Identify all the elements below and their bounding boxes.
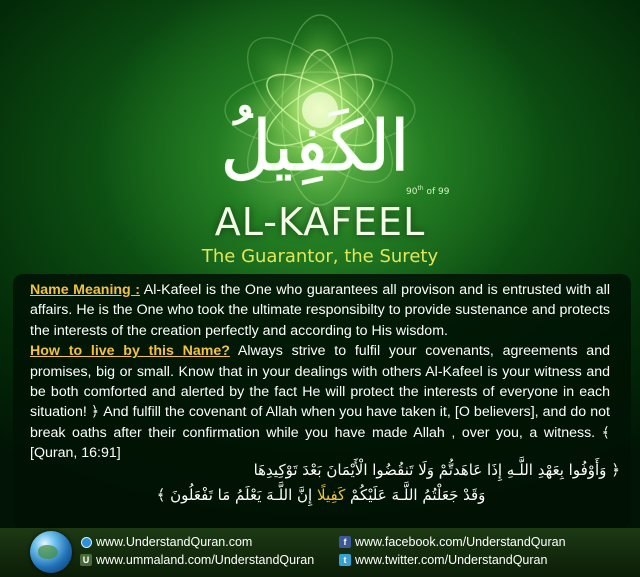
footer-link-website-text: www.UnderstandQuran.com [96, 535, 253, 549]
arabic-highlighted-word: كَفِيلًا [317, 486, 346, 504]
badge-number: 90 [406, 187, 418, 197]
quran-translation: And fulfill the covenant of Allah when you have taken it, [O believers], and do not break oaths after their confirmation while you have made Allah , over you, a witness. [30, 404, 610, 441]
badge-total: of 99 [423, 187, 450, 197]
globe-bullet-icon [80, 536, 92, 548]
badge-suffix: th [417, 185, 424, 192]
name-meaning-label: Name Meaning : [30, 282, 140, 298]
name-title: AL-KAFEEL [214, 200, 426, 244]
arabic-verse-line-2-end: إِنَّ اللَّـهَ يَعْلَمُ مَا تَفْعَلُونَ ﴾ [156, 486, 317, 504]
name-number-badge [406, 185, 449, 197]
arabic-verse-line-1: ﴿ وَأَوْفُوا بِعَهْدِ اللَّـهِ إِذَا عَاهَدتُّمْ وَلَا تَنقُضُوا الْأَيْمَانَ بَعْدَ تَوْكِيدِهَا [253, 461, 620, 479]
ummaland-icon: U [80, 554, 92, 566]
quran-reference: [Quran, 16:91] [30, 445, 121, 462]
facebook-icon: f [339, 536, 351, 548]
calligraphy-al-kafeel [180, 70, 450, 220]
name-meaning-text: Al-Kafeel is the One who guarantees all provison and is entrusted with all affairs. He is the One who took the ultimate responsibilty to provide sustenance and protects the interests of the creation perfectly and according to His wisdom. [30, 282, 610, 339]
footer-link-facebook-text: www.facebook.com/UnderstandQuran [355, 535, 566, 549]
how-to-live-label: How to live by this Name? [30, 343, 230, 360]
footer-link-ummaland[interactable] [80, 553, 314, 567]
footer-link-twitter-text: www.twitter.com/UnderstandQuran [355, 553, 548, 567]
footer-link-twitter[interactable] [339, 553, 547, 567]
arabic-verse-line-2-start: وَقَدْ جَعَلْتُمُ اللَّـهَ عَلَيْكُمْ [345, 486, 486, 504]
arabic-verse-line-2 [20, 486, 622, 504]
footer-link-facebook[interactable] [339, 535, 566, 549]
twitter-icon: t [339, 554, 351, 566]
quote-open-ornament: ﴿ [90, 404, 100, 421]
name-subtitle: The Guarantor, the Surety [201, 246, 439, 267]
how-to-live-text: Always strive to fulfil your covenants, agreements and promises, big or small. Know that in your dealings with others Al-Kafeel is your witness and be both comforted and alerted by the fact He will protect the interests of everyone in each situation! [30, 343, 610, 421]
description-text [30, 280, 610, 464]
calligraphy-text: الكَفِيلُ [220, 105, 410, 187]
footer-link-website[interactable] [80, 535, 252, 549]
globe-icon [30, 531, 72, 573]
footer-link-ummaland-text: www.ummaland.com/UnderstandQuran [96, 553, 315, 567]
quote-close-ornament: ﴾ [601, 424, 610, 441]
